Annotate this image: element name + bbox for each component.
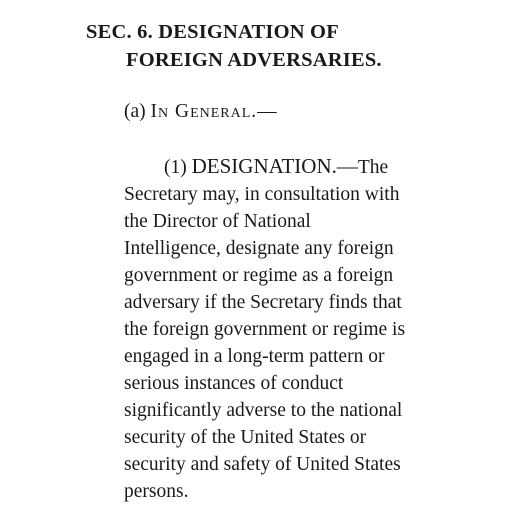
paragraph-designation [124, 153, 454, 505]
paragraph-line-5: government or regime as a foreign [124, 265, 394, 286]
paragraph-line-9: serious instances of conduct [124, 373, 344, 394]
paragraph-line-6: adversary if the Secretary finds that [124, 292, 402, 313]
paragraph-line-13: persons. [124, 481, 189, 502]
paragraph-line-2: Secretary may, in consultation with [124, 184, 400, 205]
paragraph-line-8: engaged in a long-term pattern or [124, 346, 385, 367]
paragraph-heading: DESIGNATION.— [191, 154, 358, 178]
paragraph-line-1: The [357, 157, 389, 178]
paragraph-line-7: the foreign government or regime is [124, 319, 406, 340]
paragraph-line-10: significantly adverse to the national [124, 400, 403, 421]
paragraph-line-4: Intelligence, designate any foreign [124, 238, 394, 259]
paragraph-line-11: security of the United States or [124, 427, 367, 448]
subsection-heading [124, 99, 278, 125]
paragraph-marker: (1) [164, 157, 187, 178]
subsection-marker: (a) [124, 101, 146, 122]
section-heading-line-2: FOREIGN ADVERSARIES. [126, 49, 382, 71]
section-heading [86, 18, 506, 74]
section-heading-line-1: SEC. 6. DESIGNATION OF [86, 21, 339, 43]
paragraph-line-3: the Director of National [124, 211, 311, 232]
subsection-title: In General.— [150, 101, 278, 122]
paragraph-line-12: security and safety of United States [124, 454, 401, 475]
